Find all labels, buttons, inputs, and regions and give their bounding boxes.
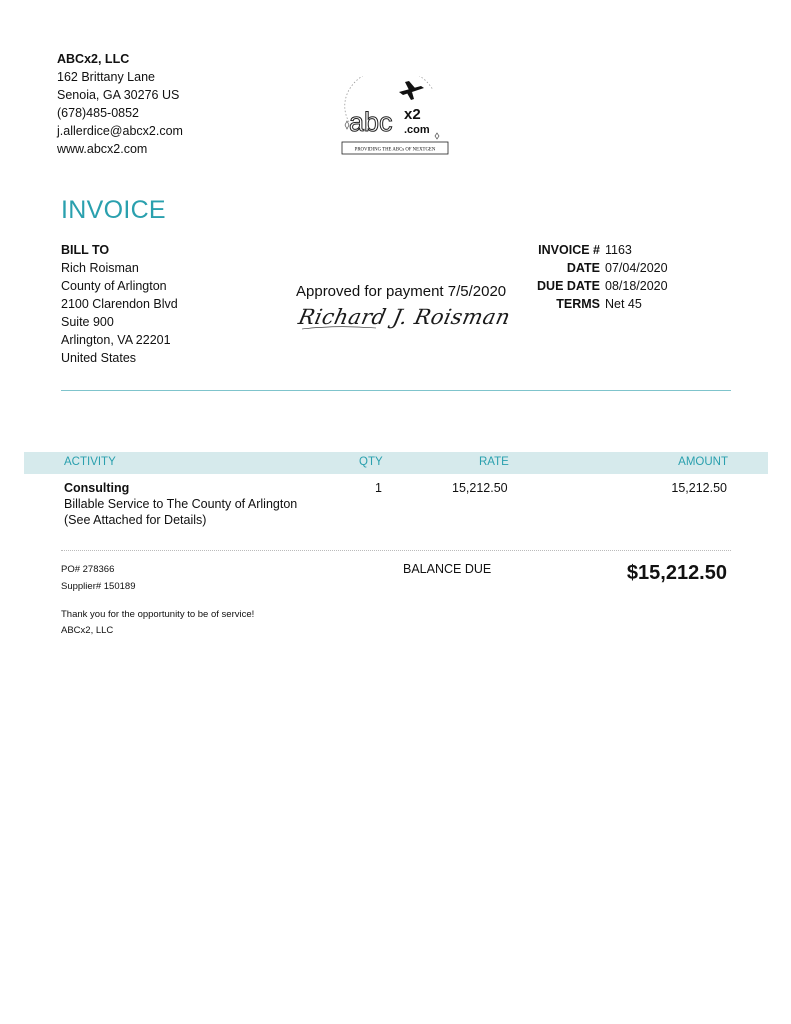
company-name: ABCx2, LLC	[57, 52, 130, 66]
company-city: Senoia, GA 30276 US	[57, 88, 180, 102]
bill-to-header: BILL TO	[61, 243, 110, 257]
amount-column-header: AMOUNT	[678, 456, 728, 468]
line-items-header	[24, 452, 768, 474]
bill-to-country: United States	[61, 351, 137, 365]
line-item-amount: 15,212.50	[671, 481, 727, 495]
activity-column-header: ACTIVITY	[64, 456, 116, 468]
line-item-rate: 15,212.50	[452, 481, 508, 495]
po-number: PO# 278366	[61, 564, 115, 575]
balance-due-label: BALANCE DUE	[403, 562, 492, 576]
terms-row	[520, 295, 668, 313]
svg-text:Richard J. Roisman: Richard J. Roisman	[296, 305, 513, 330]
invoice-number-row	[520, 241, 668, 259]
company-phone: (678)485-0852	[57, 106, 140, 120]
company-address-block	[57, 50, 183, 158]
approval-note: Approved for payment 7/5/2020	[296, 283, 507, 300]
line-item-qty: 1	[375, 481, 382, 495]
line-item-name: Consulting	[64, 481, 130, 495]
invoice-title: INVOICE	[61, 196, 166, 224]
terms-value: Net 45	[605, 297, 642, 311]
company-website: www.abcx2.com	[57, 142, 148, 156]
airplane-icon	[399, 81, 424, 100]
signoff-text: ABCx2, LLC	[61, 625, 114, 636]
due-date-value: 08/18/2020	[605, 279, 668, 293]
company-logo	[335, 76, 453, 160]
logo-tagline: PROVIDING THE ABCs OF NEXTGEN	[354, 147, 436, 153]
invoice-number-label: INVOICE #	[538, 243, 600, 257]
invoice-date-label: DATE	[566, 261, 600, 275]
terms-label: TERMS	[556, 297, 600, 311]
invoice-date-value: 07/04/2020	[605, 261, 668, 275]
bill-to-suite: Suite 900	[61, 315, 114, 329]
balance-due-amount: $15,212.50	[626, 562, 727, 584]
bill-to-city: Arlington, VA 22201	[61, 333, 171, 347]
thank-you-text: Thank you for the opportunity to be of service!	[61, 609, 255, 620]
header-divider	[61, 390, 731, 391]
handwritten-signature	[296, 302, 526, 332]
bill-to-org: County of Arlington	[61, 279, 167, 293]
logo-suffix: .com	[404, 124, 430, 136]
due-date-label: DUE DATE	[537, 279, 600, 293]
logo-wordmark: abc	[349, 107, 393, 137]
qty-column-header: QTY	[359, 456, 383, 468]
invoice-meta	[520, 241, 668, 313]
bill-to-name: Rich Roisman	[61, 261, 139, 275]
bill-to-block	[61, 241, 178, 367]
closing-note	[61, 607, 254, 639]
supplier-number: Supplier# 150189	[61, 581, 136, 592]
line-item-description: Billable Service to The County of Arlington	[64, 497, 298, 511]
company-email: j.allerdice@abcx2.com	[57, 124, 183, 138]
due-date-row	[520, 277, 668, 295]
invoice-number-value: 1163	[605, 243, 632, 257]
invoice-date-row	[520, 259, 668, 277]
bill-to-street: 2100 Clarendon Blvd	[61, 297, 178, 311]
line-item-description-note: (See Attached for Details)	[64, 513, 207, 527]
rate-column-header: RATE	[479, 456, 509, 468]
totals-divider	[61, 550, 731, 551]
company-street: 162 Brittany Lane	[57, 70, 155, 84]
reference-block	[61, 561, 135, 595]
line-item-activity	[64, 480, 297, 528]
logo-superscript: x2	[404, 106, 421, 123]
